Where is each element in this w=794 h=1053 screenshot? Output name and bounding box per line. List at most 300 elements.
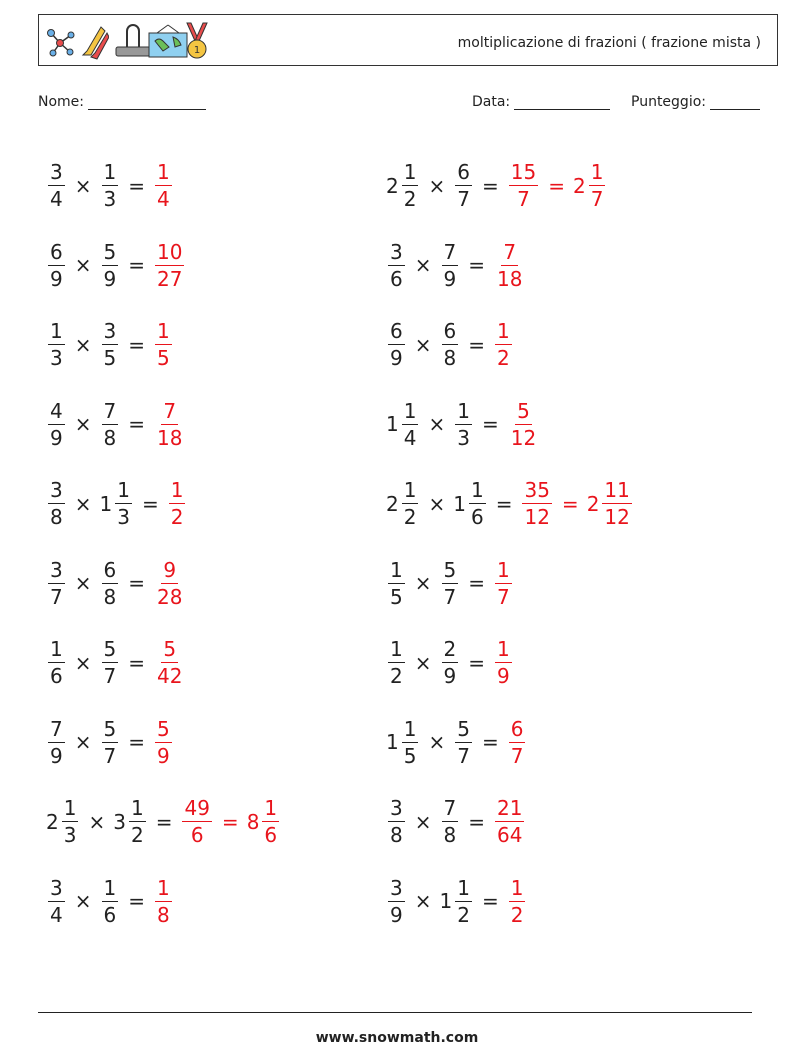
answer-fraction: [522, 478, 551, 530]
answer-fraction: [509, 160, 538, 212]
answer-fraction: [155, 875, 172, 927]
factor-b-denominator: 9: [443, 664, 457, 689]
answer-mixed-numerator: 11: [604, 478, 630, 503]
problem-row: [386, 544, 726, 624]
answer-denominator: 7: [497, 584, 510, 609]
name-blank: [88, 95, 206, 110]
factor-b-numerator: 1: [130, 796, 144, 821]
answer-mixed-fraction: [589, 160, 606, 212]
factor-a-fraction: [48, 637, 65, 689]
factor-a-denominator: 8: [50, 505, 63, 530]
factor-a-numerator: 3: [390, 796, 403, 821]
equals-sign: =: [481, 730, 499, 755]
equals-sign: =: [128, 889, 145, 914]
times-sign: ×: [428, 491, 446, 516]
answer-mixed-denominator: 12: [604, 505, 630, 530]
factor-b-numerator: 7: [443, 796, 457, 821]
answer-fraction: [155, 160, 172, 212]
equals-sign: =: [128, 253, 145, 278]
answer-fraction: [155, 557, 184, 609]
problem-row: [46, 146, 386, 226]
answer-fraction: [495, 319, 512, 371]
answer-numerator: 1: [170, 478, 184, 503]
answer: [153, 637, 186, 689]
factor-a-denominator: 4: [50, 902, 63, 927]
answer-fraction: [495, 796, 524, 848]
answer-numerator: 10: [157, 239, 183, 264]
factor-a-fraction: [48, 239, 65, 291]
factor-b-fraction: [102, 319, 119, 371]
equals-sign: =: [481, 173, 499, 198]
factor-a-numerator: 3: [50, 160, 63, 185]
answer-denominator: 64: [497, 823, 523, 848]
times-sign: ×: [414, 809, 432, 834]
problem-row: [386, 385, 726, 465]
factor-a-numerator: 1: [50, 637, 63, 662]
problem-row: [386, 305, 726, 385]
factor-b-fraction: [442, 637, 459, 689]
answer-denominator: 7: [517, 187, 530, 212]
factor-b-fraction: [455, 875, 472, 927]
problem-row: [386, 623, 726, 703]
equals-sign: =: [128, 730, 145, 755]
answer: [520, 478, 633, 530]
times-sign: ×: [414, 889, 432, 914]
factor-b-fraction: [442, 319, 459, 371]
answer-numerator: 5: [157, 716, 170, 741]
answer-numerator: 1: [497, 319, 510, 344]
factor-b-fraction: [115, 478, 132, 530]
times-sign: ×: [414, 253, 432, 278]
answer: [493, 319, 514, 371]
factor-b-numerator: 1: [103, 875, 117, 900]
factor-a-numerator: 1: [403, 478, 417, 503]
factor-b-numerator: 6: [443, 319, 457, 344]
factor-b-numerator: 1: [117, 478, 130, 503]
factor-a-fraction: [402, 478, 419, 530]
equals-sign: =: [468, 571, 485, 596]
answer-denominator: 4: [157, 187, 170, 212]
factor-b-fraction: [102, 637, 119, 689]
factor-b-fraction: [102, 557, 119, 609]
times-sign: ×: [74, 730, 92, 755]
times-sign: ×: [428, 412, 446, 437]
factor-b-denominator: 6: [103, 902, 117, 927]
factor-a-numerator: 6: [390, 319, 403, 344]
factor-b-numerator: 1: [103, 160, 117, 185]
factor-a-fraction: [48, 160, 65, 212]
factor-a-numerator: 7: [50, 716, 63, 741]
factor-b-whole: 1: [99, 491, 113, 516]
answer-denominator: 9: [497, 664, 510, 689]
answer: [153, 319, 174, 371]
answer: [153, 239, 186, 291]
answer-equals-sign: =: [548, 173, 565, 198]
answer-denominator: 2: [497, 346, 510, 371]
problem-row: [386, 146, 726, 226]
factor-a-numerator: 1: [50, 319, 63, 344]
factor-a-fraction: [48, 398, 65, 450]
factor-a-denominator: 6: [390, 266, 403, 291]
equals-sign: =: [495, 491, 513, 516]
times-sign: ×: [74, 650, 92, 675]
problem-row: [386, 862, 726, 942]
answer-fraction: [495, 557, 512, 609]
factor-a-denominator: 5: [403, 743, 417, 768]
answer-numerator: 1: [497, 557, 510, 582]
problem-row: [386, 703, 726, 783]
factor-a-denominator: 3: [63, 823, 77, 848]
name-label: Nome:: [38, 94, 85, 110]
factor-b-denominator: 3: [103, 187, 117, 212]
equals-sign: =: [128, 332, 145, 357]
answer: [507, 875, 528, 927]
equals-sign: =: [128, 650, 145, 675]
answer-numerator: 1: [510, 875, 524, 900]
svg-text:1: 1: [193, 45, 201, 56]
factor-b-denominator: 6: [470, 505, 484, 530]
equals-sign: =: [128, 173, 145, 198]
factor-b-numerator: 7: [443, 239, 457, 264]
factor-b-denominator: 3: [457, 425, 470, 450]
problem-row: [46, 623, 386, 703]
factor-a-numerator: 3: [50, 557, 63, 582]
factor-b-whole: 1: [453, 491, 466, 516]
factor-b-denominator: 7: [103, 743, 117, 768]
times-sign: ×: [414, 571, 432, 596]
answer: [507, 160, 608, 212]
factor-b-fraction: [455, 716, 472, 768]
left-column: [46, 146, 386, 941]
times-sign: ×: [74, 571, 92, 596]
factor-b-fraction: [102, 875, 119, 927]
score-label: Punteggio:: [631, 94, 706, 110]
factor-a-numerator: 3: [390, 875, 403, 900]
answer-numerator: 7: [163, 398, 177, 423]
factor-b-numerator: 5: [443, 557, 457, 582]
factor-a-denominator: 5: [390, 584, 403, 609]
factor-b-denominator: 3: [117, 505, 130, 530]
answer-numerator: 1: [157, 319, 170, 344]
factor-b-fraction: [469, 478, 486, 530]
footer-url: www.snowmath.com: [315, 1030, 479, 1046]
factor-a-numerator: 1: [403, 160, 417, 185]
answer-equals-sign: =: [221, 809, 239, 834]
answer-denominator: 18: [497, 266, 523, 291]
problem-row: [386, 782, 726, 862]
score-field: [631, 94, 760, 110]
factor-a-denominator: 4: [50, 187, 63, 212]
answer-denominator: 12: [510, 425, 537, 450]
equals-sign: =: [128, 571, 145, 596]
factor-a-fraction: [62, 796, 79, 848]
date-blank: [514, 95, 610, 110]
answer-fraction: [509, 716, 526, 768]
score-blank: [710, 95, 760, 110]
answer-numerator: 5: [517, 398, 530, 423]
answer-numerator: 9: [163, 557, 177, 582]
answer-numerator: 1: [497, 637, 510, 662]
equals-sign: =: [468, 650, 485, 675]
equals-sign: =: [468, 809, 485, 834]
header-icons: [45, 19, 211, 63]
factor-b-denominator: 8: [103, 584, 117, 609]
answer-mixed-numerator: 1: [264, 796, 278, 821]
factor-a-fraction: [388, 557, 405, 609]
problem-row: [46, 226, 386, 306]
factor-a-whole: 2: [386, 173, 399, 198]
answer-numerator: 15: [510, 160, 537, 185]
factor-a-whole: 2: [386, 491, 399, 516]
factor-a-numerator: 3: [50, 478, 63, 503]
answer-numerator: 21: [497, 796, 523, 821]
answer-numerator: 49: [184, 796, 210, 821]
factor-a-denominator: 9: [390, 902, 403, 927]
answer: [180, 796, 281, 848]
factor-a-denominator: 2: [403, 505, 417, 530]
factor-a-fraction: [402, 398, 419, 450]
factor-a-numerator: 1: [403, 716, 417, 741]
factor-a-denominator: 4: [403, 425, 417, 450]
answer-numerator: 1: [157, 875, 170, 900]
factor-b-numerator: 6: [457, 160, 470, 185]
factor-b-numerator: 5: [457, 716, 470, 741]
factor-b-whole: 3: [113, 809, 126, 834]
equals-sign: =: [481, 889, 499, 914]
answer-mixed-denominator: 6: [264, 823, 278, 848]
answer-denominator: 2: [510, 902, 524, 927]
answer-mixed-fraction: [262, 796, 279, 848]
factor-a-numerator: 3: [50, 875, 63, 900]
worksheet-title: moltiplicazione di frazioni ( frazione mista ): [457, 35, 761, 51]
times-sign: ×: [74, 253, 92, 278]
answer-fraction: [155, 637, 184, 689]
answer-numerator: 1: [157, 160, 170, 185]
factor-a-fraction: [48, 478, 65, 530]
answer-fraction: [155, 319, 172, 371]
factor-a-denominator: 9: [50, 425, 63, 450]
factor-a-whole: 2: [46, 809, 59, 834]
factor-b-denominator: 8: [443, 346, 457, 371]
factor-a-denominator: 9: [50, 266, 63, 291]
factor-b-fraction: [442, 796, 459, 848]
factor-b-numerator: 6: [103, 557, 117, 582]
date-label: Data:: [472, 94, 511, 110]
answer: [153, 557, 186, 609]
answer-numerator: 7: [503, 239, 517, 264]
times-sign: ×: [74, 889, 92, 914]
times-sign: ×: [74, 491, 92, 516]
factor-b-fraction: [102, 239, 119, 291]
factor-a-whole: 1: [386, 412, 399, 437]
answer-equals-sign: =: [561, 491, 579, 516]
answer: [507, 398, 540, 450]
answer-mixed-whole: 2: [586, 491, 600, 516]
factor-a-fraction: [388, 239, 405, 291]
factor-b-denominator: 9: [443, 266, 457, 291]
factor-a-numerator: 1: [403, 398, 417, 423]
factor-a-whole: 1: [386, 730, 399, 755]
problem-row: [46, 305, 386, 385]
factor-b-numerator: 1: [457, 398, 470, 423]
answer-fraction: [509, 875, 526, 927]
problem-row: [46, 862, 386, 942]
factor-a-fraction: [48, 875, 65, 927]
name-field: [38, 94, 206, 110]
factor-a-denominator: 3: [50, 346, 63, 371]
answer-denominator: 12: [524, 505, 550, 530]
factor-b-whole: 1: [439, 889, 453, 914]
answer: [153, 398, 186, 450]
answer-fraction: [495, 637, 512, 689]
factor-a-numerator: 1: [63, 796, 77, 821]
equals-sign: =: [141, 491, 159, 516]
answer-numerator: 5: [163, 637, 177, 662]
factor-b-fraction: [442, 557, 459, 609]
factor-b-numerator: 1: [457, 875, 470, 900]
factor-b-numerator: 2: [443, 637, 457, 662]
factor-a-numerator: 3: [390, 239, 403, 264]
times-sign: ×: [74, 412, 92, 437]
times-sign: ×: [414, 650, 432, 675]
factor-b-numerator: 1: [470, 478, 484, 503]
answer-fraction: [182, 796, 211, 848]
pencil-crayon-icon: [79, 21, 109, 61]
answer-fraction: [495, 239, 524, 291]
problem-row: [46, 385, 386, 465]
problem-row: [46, 544, 386, 624]
answer-fraction: [509, 398, 538, 450]
answer-denominator: 28: [157, 584, 183, 609]
factor-a-numerator: 4: [50, 398, 63, 423]
factor-b-numerator: 3: [103, 319, 117, 344]
factor-a-fraction: [402, 716, 419, 768]
problem-row: [386, 226, 726, 306]
medal-icon: [181, 21, 211, 61]
factor-a-denominator: 7: [50, 584, 63, 609]
factor-b-numerator: 7: [103, 398, 117, 423]
factor-a-fraction: [388, 319, 405, 371]
answer-numerator: 6: [510, 716, 524, 741]
answer-mixed-fraction: [602, 478, 631, 530]
factor-a-denominator: 6: [50, 664, 63, 689]
factor-a-numerator: 1: [390, 557, 403, 582]
factor-a-fraction: [388, 637, 405, 689]
factor-b-denominator: 7: [457, 743, 470, 768]
factor-b-fraction: [455, 398, 472, 450]
map-board-icon: [147, 21, 177, 61]
factor-b-denominator: 7: [443, 584, 457, 609]
answer: [493, 637, 514, 689]
times-sign: ×: [74, 173, 92, 198]
factor-a-fraction: [48, 557, 65, 609]
factor-b-denominator: 2: [457, 902, 470, 927]
times-sign: ×: [74, 332, 92, 357]
problem-row: [46, 782, 386, 862]
factor-b-denominator: 7: [103, 664, 117, 689]
factor-b-denominator: 8: [443, 823, 457, 848]
factor-a-fraction: [48, 716, 65, 768]
answer-numerator: 35: [524, 478, 550, 503]
answer: [153, 716, 174, 768]
factor-b-denominator: 7: [457, 187, 470, 212]
factor-b-fraction: [455, 160, 472, 212]
factor-a-denominator: 9: [50, 743, 63, 768]
right-column: [386, 146, 726, 941]
factor-a-fraction: [388, 796, 405, 848]
equals-sign: =: [468, 253, 485, 278]
answer-fraction: [155, 239, 184, 291]
answer-denominator: 42: [157, 664, 183, 689]
factor-b-numerator: 5: [103, 239, 117, 264]
answer: [167, 478, 188, 530]
factor-b-denominator: 2: [130, 823, 144, 848]
equals-sign: =: [468, 332, 485, 357]
answer: [493, 239, 526, 291]
factor-b-numerator: 5: [103, 637, 117, 662]
factor-b-denominator: 9: [103, 266, 117, 291]
factor-b-fraction: [102, 160, 119, 212]
answer-denominator: 27: [157, 266, 183, 291]
equals-sign: =: [128, 412, 145, 437]
factor-b-denominator: 5: [103, 346, 117, 371]
answer-denominator: 6: [190, 823, 204, 848]
factor-a-numerator: 6: [50, 239, 63, 264]
answer-denominator: 7: [510, 743, 524, 768]
factor-b-denominator: 8: [103, 425, 117, 450]
answer: [153, 875, 174, 927]
factor-b-numerator: 5: [103, 716, 117, 741]
factor-a-fraction: [388, 875, 405, 927]
equals-sign: =: [155, 809, 173, 834]
factor-b-fraction: [102, 716, 119, 768]
worksheet-header: [38, 14, 778, 66]
answer-mixed-denominator: 7: [590, 187, 604, 212]
answer-denominator: 8: [157, 902, 170, 927]
answer: [153, 160, 174, 212]
answer-denominator: 9: [157, 743, 170, 768]
answer-fraction: [155, 398, 184, 450]
factor-a-numerator: 1: [390, 637, 403, 662]
answer-denominator: 18: [157, 425, 183, 450]
answer-mixed-whole: 8: [246, 809, 260, 834]
problem-row: [386, 464, 726, 544]
factor-a-fraction: [48, 319, 65, 371]
answer-denominator: 2: [170, 505, 184, 530]
answer-fraction: [169, 478, 186, 530]
times-sign: ×: [428, 730, 446, 755]
times-sign: ×: [414, 332, 432, 357]
factor-b-fraction: [442, 239, 459, 291]
factor-a-denominator: 9: [390, 346, 403, 371]
answer: [493, 557, 514, 609]
factor-a-denominator: 2: [390, 664, 403, 689]
answer-denominator: 5: [157, 346, 170, 371]
answer: [493, 796, 526, 848]
answer-mixed-numerator: 1: [590, 160, 604, 185]
factor-a-denominator: 2: [403, 187, 417, 212]
equals-sign: =: [481, 412, 499, 437]
stapler-icon: [113, 21, 143, 61]
factor-a-fraction: [402, 160, 419, 212]
answer: [507, 716, 528, 768]
problem-row: [46, 464, 386, 544]
times-sign: ×: [428, 173, 446, 198]
footer-divider: [38, 1012, 752, 1013]
answer-fraction: [155, 716, 172, 768]
factor-b-fraction: [102, 398, 119, 450]
answer-mixed-whole: 2: [572, 173, 586, 198]
